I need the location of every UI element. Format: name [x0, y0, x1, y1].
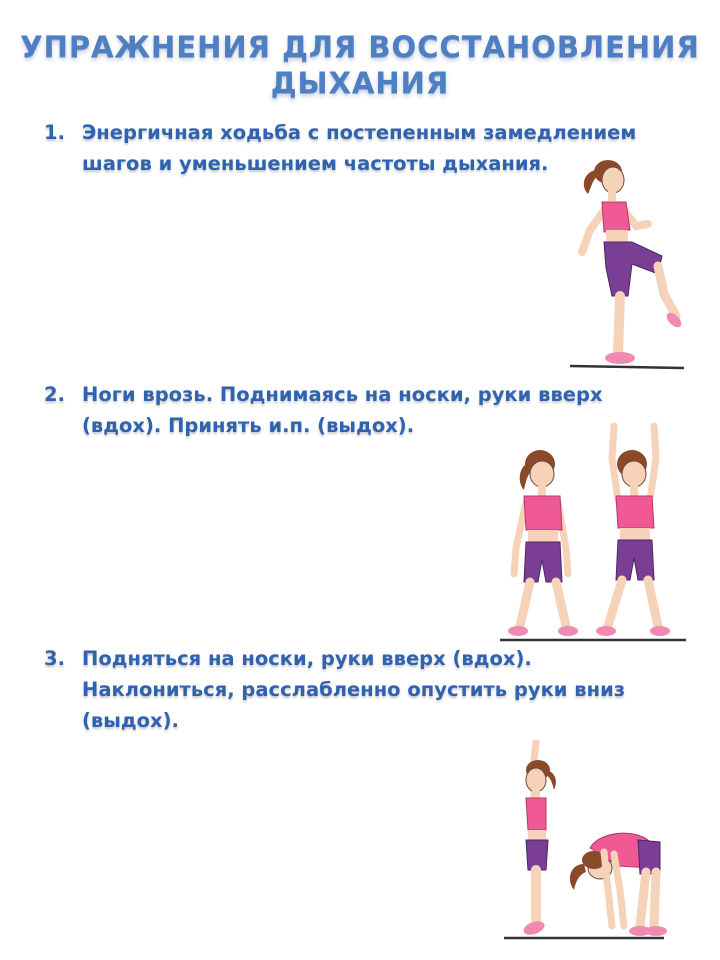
- exercise-line: шагов и уменьшением частоты дыхания.: [82, 152, 549, 175]
- exercise-line: Ноги врозь. Поднимаясь на носки, руки вверх: [82, 383, 603, 406]
- girl-standing: [508, 450, 578, 636]
- title-line-2: ДЫХАНИЯ: [270, 66, 450, 100]
- exercise-number: 3.: [44, 647, 65, 670]
- girls-standing-and-stretching-illustration: [496, 418, 692, 646]
- girls-stretch-and-bend-illustration: [500, 740, 670, 946]
- exercise-number: 2.: [44, 383, 65, 406]
- exercise-line: Подняться на носки, руки вверх (вдох).: [82, 647, 532, 670]
- exercise-line: (вдох). Принять и.п. (выдох).: [82, 414, 415, 437]
- exercise-number: 1.: [44, 121, 65, 144]
- girl-bending-forward: [570, 833, 667, 936]
- exercise-text: [82, 643, 682, 736]
- exercise-line: (выдох).: [82, 709, 179, 732]
- girl-marching-illustration: [566, 150, 690, 372]
- girl-arms-up: [596, 426, 670, 636]
- girl-on-toes-arms-up: [522, 742, 556, 937]
- title-line-1: УПРАЖНЕНИЯ ДЛЯ ВОССТАНОВЛЕНИЯ: [20, 30, 700, 64]
- exercise-line: Энергичная ходьба с постепенным замедлением: [82, 121, 637, 144]
- exercise-line: Наклониться, расслабленно опустить руки вниз: [82, 678, 626, 701]
